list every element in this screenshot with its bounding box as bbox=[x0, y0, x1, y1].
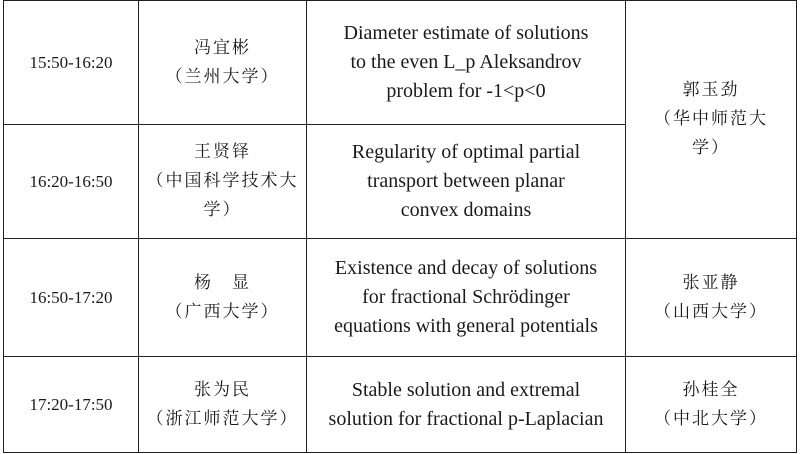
speaker-cell bbox=[139, 239, 307, 357]
time-cell: 16:20-16:50 bbox=[4, 125, 139, 239]
chair-affiliation: （华中师范大 bbox=[654, 109, 768, 129]
talk-title-line: convex domains bbox=[400, 199, 532, 221]
talk-title-line: problem for -1<p<0 bbox=[386, 80, 546, 102]
chair-name: 孙桂全 bbox=[682, 379, 740, 400]
speaker-name: 张为民 bbox=[194, 379, 251, 400]
chair-cell bbox=[626, 357, 797, 453]
speaker-cell bbox=[139, 357, 307, 453]
chair-cell bbox=[626, 1, 797, 239]
talk-title-line: Stable solution and extremal bbox=[351, 378, 581, 401]
speaker-affiliation: （中国科学技术大 bbox=[146, 171, 299, 191]
speaker-name: 王贤铎 bbox=[194, 142, 251, 162]
talk-title-line: equations with general potentials bbox=[334, 315, 598, 337]
speaker-affiliation: （浙江师范大学） bbox=[146, 408, 299, 429]
chair-affiliation: （中北大学） bbox=[654, 408, 768, 429]
talk-title-line: for fractional Schrödinger bbox=[362, 286, 570, 308]
time-cell: 15:50-16:20 bbox=[4, 1, 139, 125]
talk-title-line: Existence and decay of solutions bbox=[334, 257, 598, 279]
talk-title-line: to the even L_p Aleksandrov bbox=[350, 51, 582, 73]
talk-title-line: Regularity of optimal partial bbox=[351, 141, 581, 163]
speaker-cell bbox=[139, 1, 307, 125]
talk-title-cell bbox=[307, 357, 626, 453]
speaker-affiliation: （广西大学） bbox=[165, 301, 280, 322]
chair-cell bbox=[626, 239, 797, 357]
talk-title-cell bbox=[307, 239, 626, 357]
schedule-table bbox=[3, 0, 797, 453]
table-row bbox=[4, 239, 797, 357]
time-cell: 16:50-17:20 bbox=[4, 239, 139, 357]
time-cell: 17:20-17:50 bbox=[4, 357, 139, 453]
talk-title-line: solution for fractional p-Laplacian bbox=[328, 407, 604, 430]
speaker-name: 杨 显 bbox=[194, 272, 251, 293]
talk-title-cell bbox=[307, 125, 626, 239]
speaker-cell bbox=[139, 125, 307, 239]
speaker-affiliation: （兰州大学） bbox=[165, 66, 280, 87]
speaker-name: 冯宜彬 bbox=[194, 37, 251, 58]
table-row bbox=[4, 1, 797, 125]
chair-affiliation: （山西大学） bbox=[654, 301, 768, 322]
speaker-affiliation: 学） bbox=[203, 200, 242, 220]
chair-name: 张亚静 bbox=[682, 272, 740, 293]
talk-title-line: transport between planar bbox=[367, 170, 565, 192]
talk-title-cell bbox=[307, 1, 626, 125]
talk-title-line: Diameter estimate of solutions bbox=[343, 22, 589, 44]
table-row bbox=[4, 357, 797, 453]
chair-name: 郭玉劲 bbox=[682, 80, 740, 100]
chair-affiliation: 学） bbox=[692, 138, 730, 158]
